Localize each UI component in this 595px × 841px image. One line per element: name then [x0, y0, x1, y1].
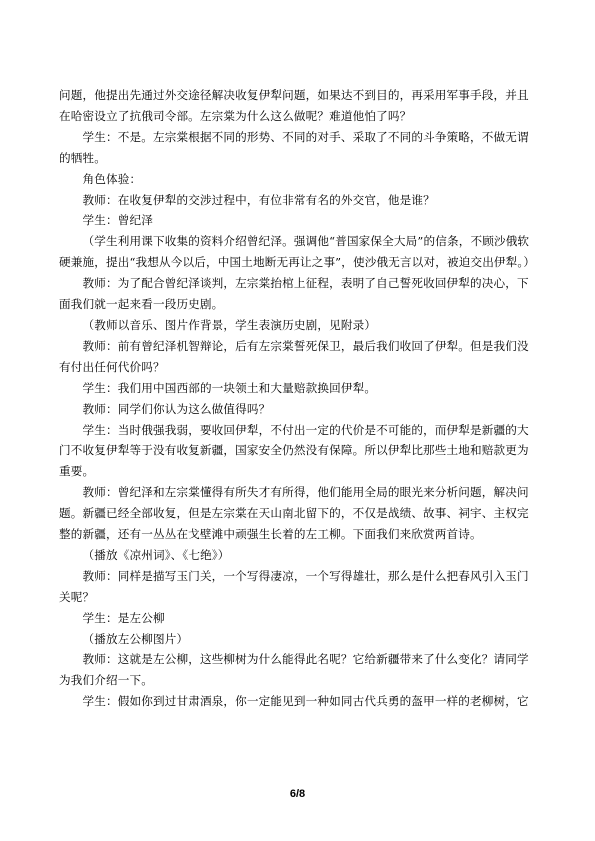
page-number: 6/8: [289, 788, 306, 800]
paragraph: 教师：同样是描写玉门关，一个写得凄凉，一个写得雄壮，那么是什么把春风引入玉门关呢？: [59, 568, 529, 604]
body-text: [59, 85, 537, 712]
paragraph: 教师：在收复伊犁的交涉过程中，有位非常有名的外交官，他是谁？: [82, 192, 435, 207]
paragraph: 学生：当时俄强我弱，要收回伊犁，不付出一定的代价是不可能的，而伊犁是新疆的大门不收复伊犁等于没有收复新疆，国家安全仍然没有保障。所以伊犁比那些土地和赔款更为重要。: [59, 422, 529, 479]
paragraph: 学生：是左公柳: [82, 610, 165, 625]
paragraph: 教师：前有曾纪泽机智辩论，后有左宗棠誓死保卫，最后我们收回了伊犁。但是我们没有付出任何代价吗？: [59, 338, 529, 374]
paragraph: 角色体验：: [82, 171, 142, 186]
paragraph: （播放左公柳图片）: [82, 631, 189, 646]
paragraph: 教师：为了配合曾纪泽谈判，左宗棠抬棺上征程，表明了自己誓死收回伊犁的决心，下面我们就一起来看一段历史剧。: [59, 276, 529, 312]
paragraph: （学生利用课下收集的资料介绍曾纪泽。强调他“普国家保全大局”的信条，不顾沙俄软硬兼施，提出“我想从今以后，中国土地断无再让之事”，使沙俄无言以对，被迫交出伊犁。）: [59, 234, 536, 270]
paragraph: 学生：假如你到过甘肃酒泉，你一定能见到一种如同古代兵勇的盔甲一样的老柳树，它: [82, 694, 529, 709]
paragraph: 学生：不是。左宗棠根据不同的形势、不同的对手、采取了不同的斗争策略，不做无谓的牺牲。: [59, 129, 529, 165]
paragraph: （教师以音乐、图片作背景，学生表演历史剧，见附录）: [82, 317, 377, 332]
paragraph: 教师：曾纪泽和左宗棠懂得有所失才有所得，他们能用全局的眼光来分析问题，解决问题。新疆已经全部收复，但是左宗棠在天山南北留下的，不仅是战绩、故事、祠宇、主权完整的新疆，还有一丛丛在戈壁滩中顽强生长着的左工柳。下面我们来欣赏两首诗。: [59, 485, 529, 542]
paragraph: 问题，他提出先通过外交途径解决收复伊犁问题，如果达不到目的，再采用军事手段，并且在哈密设立了抗俄司令部。左宗棠为什么这么做呢？难道他怕了吗？: [59, 88, 529, 123]
paragraph: 教师：同学们你认为这么做值得吗？: [82, 401, 271, 416]
paragraph: （播放《凉州词》、《七绝》）: [82, 547, 230, 562]
paragraph: 学生：曾纪泽: [82, 213, 153, 228]
paragraph: 教师：这就是左公柳，这些柳树为什么能得此名呢？它给新疆带来了什么变化？请同学为我们介绍一下。: [59, 652, 529, 688]
paragraph: 学生：我们用中国西部的一块领土和大量赔款换回伊犁。: [82, 380, 377, 395]
